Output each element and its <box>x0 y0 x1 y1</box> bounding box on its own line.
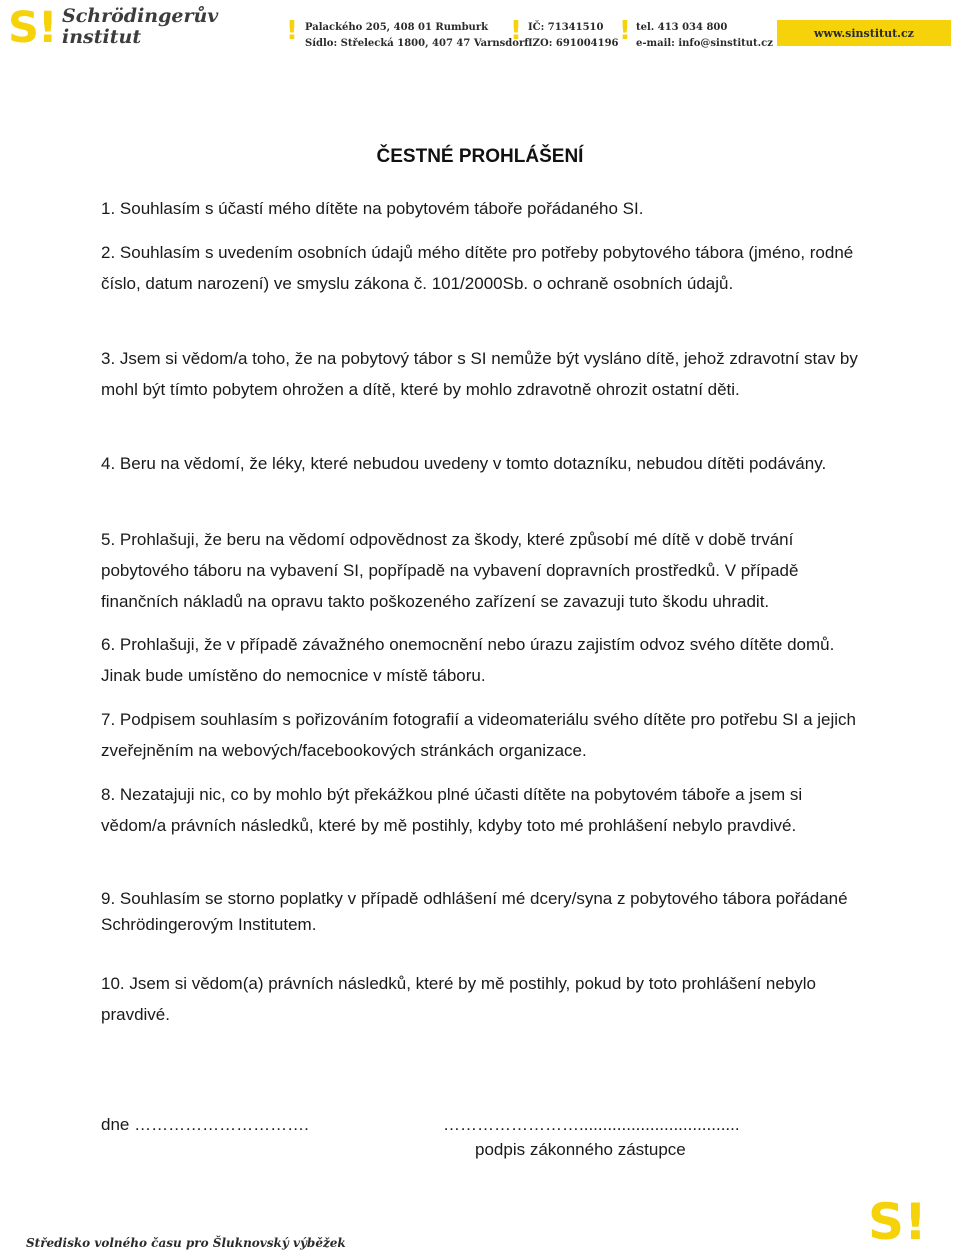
declaration-item-6: 6. Prohlašuji, že v případě závažného onemocnění nebo úrazu zajistím odvoz svého dítěte domů. Jinak bude umístěno do nemocnice v místě táboru. <box>101 635 835 685</box>
footer-organization: Středisko volného času pro Šluknovský výběžek <box>26 1236 346 1250</box>
email-line: e-mail: info@sinstitut.cz <box>636 38 773 49</box>
declaration-item-9: 9. Souhlasím se storno poplatky v případě odhlášení mé dcery/syna z pobytového tábora pořádané Schrödingerovým Institutem. <box>101 889 848 934</box>
declaration-item-3: 3. Jsem si vědom/a toho, že na pobytový tábor s SI nemůže být vysláno dítě, jehož zdravotní stav by mohl být tímto pobytem ohrožen a dítě, které by mohlo zdravotně ohrozit ostatní děti. <box>101 349 858 399</box>
registration-block <box>528 20 618 52</box>
declaration-item-4: 4. Beru na vědomí, že léky, které nebudou uvedeny v tomto dotazníku, nebudou dítěti podávány. <box>101 454 827 473</box>
ico-line: IČ: 71341510 <box>528 22 604 33</box>
logo-line-2: institut <box>62 26 142 48</box>
declaration-item-5: 5. Prohlašuji, že beru na vědomí odpovědnost za škody, které způsobí mé dítě v době trvání pobytového táboru na vybavení SI, popřípadě na vybavení dopravních prostředků. V případě finančních nákladů na opravu takto poškozeného zařízení se zavazuji tuto škodu uhradit. <box>101 530 799 611</box>
declaration-item-2: 2. Souhlasím s uvedením osobních údajů mého dítěte pro potřeby pobytového tábora (jméno, rodné číslo, datum narození) ve smyslu zákona č. 101/2000Sb. o ochraně osobních údajů. <box>101 243 854 293</box>
footer-logo-mark: S! <box>868 1193 927 1251</box>
separator-mark: ! <box>619 16 631 46</box>
institute-logo-mark: S! <box>8 3 57 53</box>
signature-line: …………………….................................. <box>443 1115 740 1134</box>
document-title: ČESTNÉ PROHLÁŠENÍ <box>376 146 584 167</box>
phone-line: tel. 413 034 800 <box>636 22 728 33</box>
declaration-item-7: 7. Podpisem souhlasím s pořizováním fotografií a videomateriálu svého dítěte pro potřebu SI a jejich zveřejněním na webových/facebookových stránkách organizace. <box>101 710 857 760</box>
signature-caption: podpis zákonného zástupce <box>475 1140 686 1159</box>
institute-logo-text <box>62 6 218 48</box>
logo-line-1: Schrödingerův <box>62 5 219 27</box>
separator-mark: ! <box>286 16 298 46</box>
website-badge <box>777 20 951 46</box>
separator-mark: ! <box>510 16 522 46</box>
website-text: www.sinstitut.cz <box>814 26 914 40</box>
izo-line: IZO: 691004196 <box>528 38 619 49</box>
contact-block <box>636 20 773 52</box>
letterhead <box>0 0 960 62</box>
address-block <box>305 20 529 52</box>
declaration-item-8: 8. Nezatajuji nic, co by mohlo být překážkou plné účasti dítěte na pobytovém táboře a jsem si vědom/a právních následků, které by mě postihly, kdyby toto mé prohlášení nebylo pravdivé. <box>101 785 803 835</box>
date-field: dne …………………………. <box>101 1115 309 1134</box>
address-line-1: Palackého 205, 408 01 Rumburk <box>305 22 489 33</box>
declaration-item-1: 1. Souhlasím s účastí mého dítěte na pobytovém táboře pořádaného SI. <box>101 199 644 218</box>
address-line-2: Sídlo: Střelecká 1800, 407 47 Varnsdorf <box>305 38 529 49</box>
declaration-item-10: 10. Jsem si vědom(a) právních následků, které by mě postihly, pokud by toto prohlášení nebylo pravdivé. <box>101 974 817 1024</box>
